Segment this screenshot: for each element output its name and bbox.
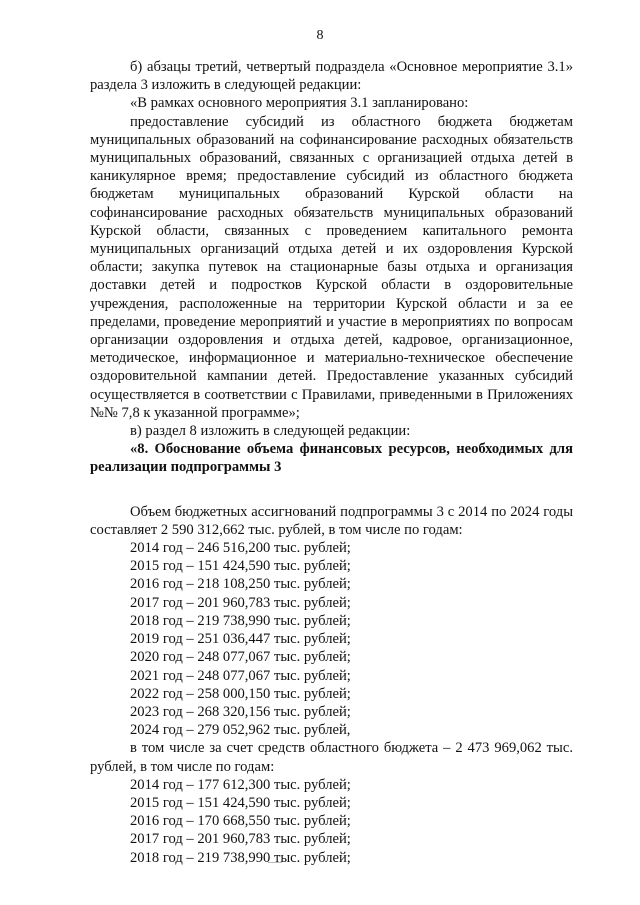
list-item: 2016 год – 218 108,250 тыс. рублей; (130, 576, 351, 593)
document-body (90, 58, 573, 867)
list-item: 2021 год – 248 077,067 тыс. рублей; (130, 667, 351, 684)
list-item: 2022 год – 258 000,150 тыс. рублей; (130, 685, 351, 702)
list-item: 2018 год – 219 738,990 тыс. рублей; (130, 849, 351, 866)
paragraph-b: б) абзацы третий, четвертый подраздела «Основное мероприятие 3.1» раздела 3 изложить в следующей редакции: (90, 59, 573, 94)
list-item: 2019 год – 251 036,447 тыс. рублей; (130, 631, 351, 648)
list-item: 2015 год – 151 424,590 тыс. рублей; (130, 558, 351, 575)
list-item: 2014 год – 246 516,200 тыс. рублей; (130, 540, 351, 557)
list-item: 2024 год – 279 052,962 тыс. рублей, (130, 722, 351, 739)
paragraph-regional-budget: в том числе за счет средств областного бюджета – 2 473 969,062 тыс. рублей, в том числе по годам: (90, 740, 573, 775)
page-number: 8 (316, 28, 324, 43)
paragraph-quote-start: «В рамках основного мероприятия 3.1 запланировано: (130, 95, 469, 112)
paragraph-v: в) раздел 8 изложить в следующей редакции: (130, 423, 411, 440)
list-item: 2020 год – 248 077,067 тыс. рублей; (130, 649, 351, 666)
list-item: 2015 год – 151 424,590 тыс. рублей; (130, 794, 351, 811)
footer-mark (268, 862, 282, 863)
list-item: 2016 год – 170 668,550 тыс. рублей; (130, 813, 351, 830)
paragraph-main: предоставление субсидий из областного бюджета бюджетам муниципальных образований на софинансирование расходных обязательств муниципальных образований, связанных с организацией отдыха детей в каникулярное время; предоставление субсидий из областного бюджета бюджетам муниципальных образований Курской области на софинансирование расходных обязательств муниципальных образований Курской области, связанных с проведением капитального ремонта муниципальных организаций отдыха детей и их оздоровления Курской области; закупка путевок на стационарные базы отдыха и организация доставки детей и подростков Курской области в оздоровительные учреждения, расположенные на территории Курской области и за ее пределами, проведение мероприятий и участие в мероприятиях по вопросам организации оздоровления и отдыха детей, кадровое, организационное, методическое, информационное и материально-техническое обеспечение оздоровительной кампании детей. Предоставление указанных субсидий осуществляется в соответствии с Правилами, приведенными в Приложениях №№ 7,8 к указанной программе»; (90, 113, 573, 421)
section-heading: «8. Обоснование объема финансовых ресурсов, необходимых для реализации подпрограммы 3 (90, 441, 573, 476)
list-item: 2014 год – 177 612,300 тыс. рублей; (130, 776, 351, 793)
spacer (90, 477, 573, 503)
years-regional-list (90, 776, 573, 867)
years-total-list (90, 539, 573, 739)
list-item: 2018 год – 219 738,990 тыс. рублей; (130, 612, 351, 629)
list-item: 2017 год – 201 960,783 тыс. рублей; (130, 594, 351, 611)
list-item: 2017 год – 201 960,783 тыс. рублей; (130, 831, 351, 848)
paragraph-total-budget: Объем бюджетных ассигнований подпрограммы 3 с 2014 по 2024 годы составляет 2 590 312,662 тыс. рублей, в том числе по годам: (90, 503, 573, 538)
list-item: 2023 год – 268 320,156 тыс. рублей; (130, 703, 351, 720)
